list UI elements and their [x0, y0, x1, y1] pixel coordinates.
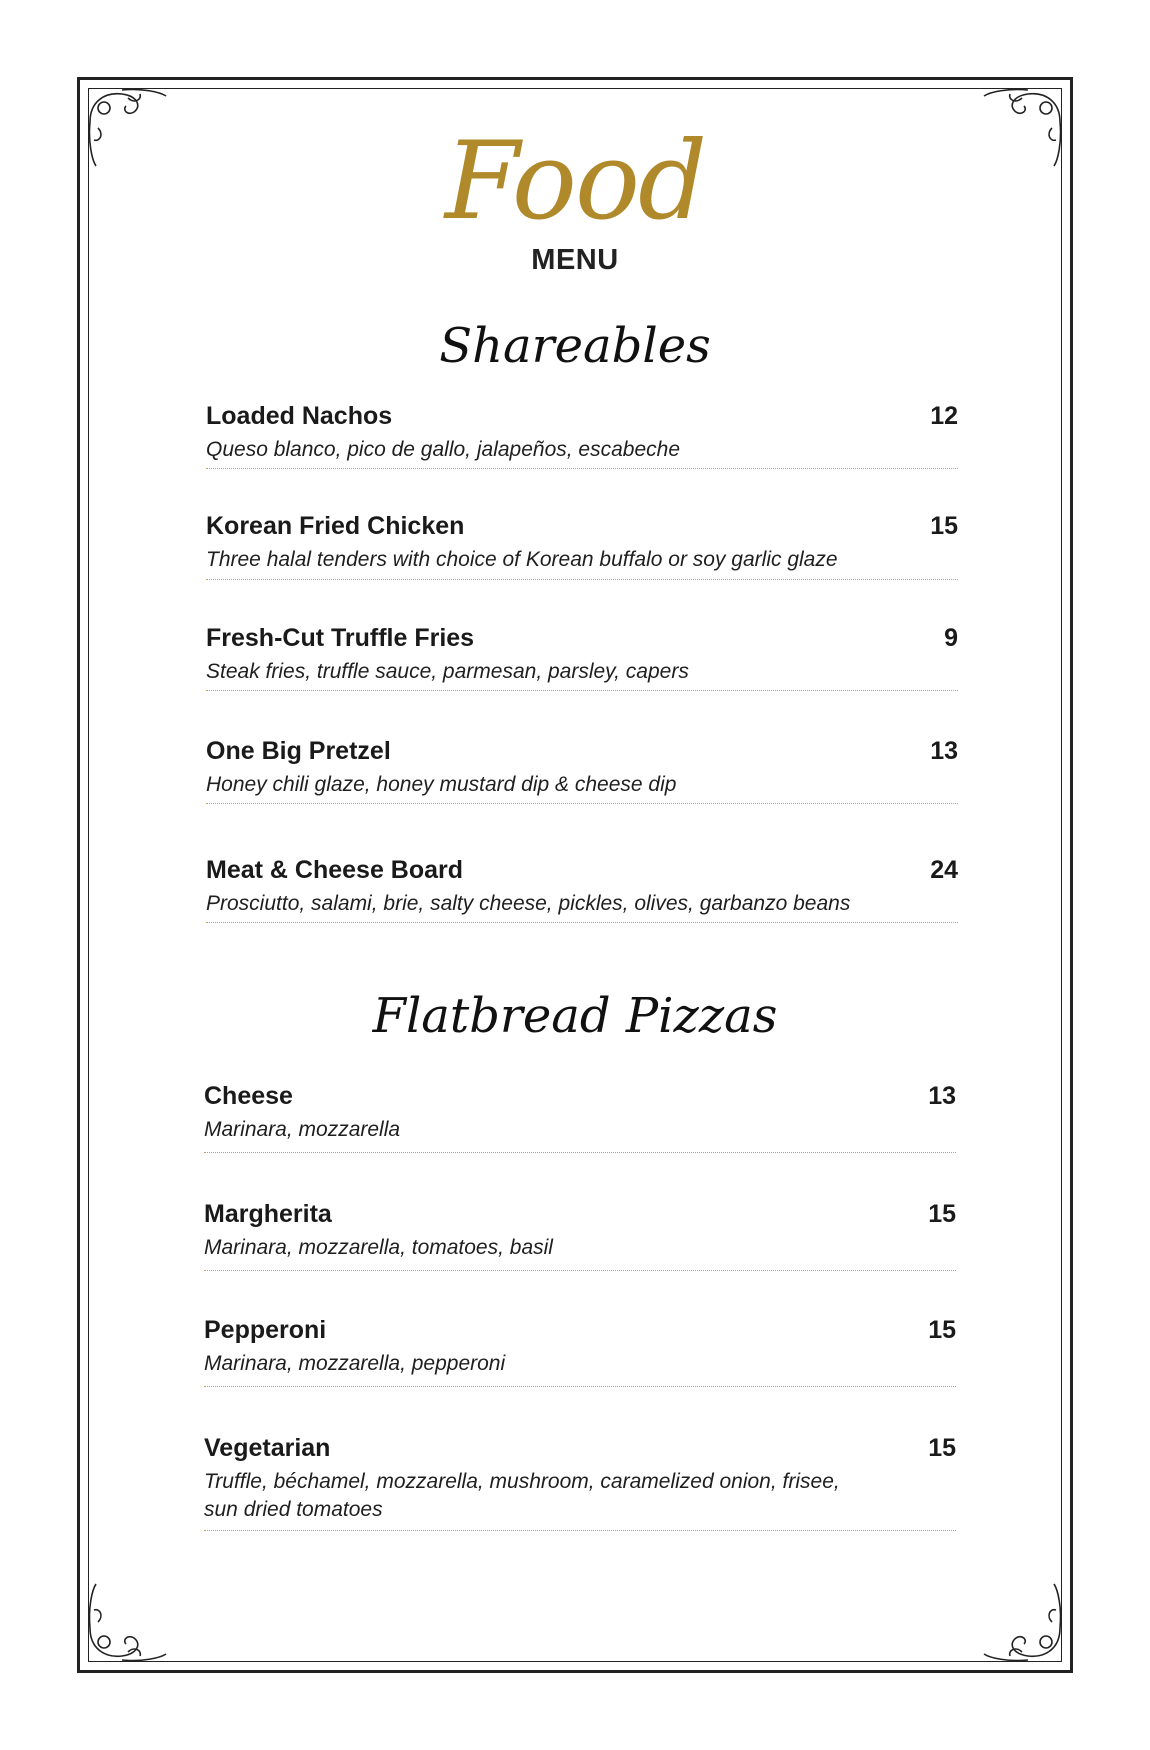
item-price: 12 [930, 402, 958, 430]
item-name: Loaded Nachos [206, 402, 393, 430]
item-name: Cheese [204, 1082, 293, 1110]
item-description: Steak fries, truffle sauce, parmesan, parsley, capers [206, 660, 689, 683]
item-description: Marinara, mozzarella, pepperoni [204, 1352, 506, 1375]
item-divider [204, 1530, 956, 1531]
item-name: Pepperoni [204, 1316, 327, 1344]
item-price: 15 [928, 1434, 956, 1462]
corner-ornament-icon [82, 1578, 172, 1668]
corner-ornament-icon [978, 1578, 1068, 1668]
item-name: One Big Pretzel [206, 737, 391, 765]
item-description: Queso blanco, pico de gallo, jalapeños, escabeche [206, 438, 680, 461]
item-divider [204, 1270, 956, 1271]
item-divider [206, 579, 958, 580]
item-name: Meat & Cheese Board [206, 856, 464, 884]
item-name: Fresh-Cut Truffle Fries [206, 624, 475, 652]
item-divider [206, 922, 958, 923]
item-price: 15 [928, 1316, 956, 1344]
item-divider [206, 468, 958, 469]
item-divider [206, 690, 958, 691]
item-name: Margherita [204, 1200, 332, 1228]
item-description: Truffle, béchamel, mozzarella, mushroom, caramelized onion, frisee, sun dried tomatoes [204, 1470, 840, 1521]
section-title-flatbread-pizzas: Flatbread Pizzas [372, 988, 778, 1044]
item-name: Vegetarian [204, 1434, 331, 1462]
item-divider [204, 1386, 956, 1387]
item-divider [206, 803, 958, 804]
item-description: Marinara, mozzarella, tomatoes, basil [204, 1236, 553, 1259]
item-price: 13 [930, 737, 958, 765]
item-description: Prosciutto, salami, brie, salty cheese, pickles, olives, garbanzo beans [206, 892, 851, 915]
item-price: 9 [944, 624, 958, 652]
menu-title-sub: MENU [531, 244, 619, 276]
item-price: 15 [930, 512, 958, 540]
item-price: 13 [928, 1082, 956, 1110]
item-name: Korean Fried Chicken [206, 512, 465, 540]
item-description: Honey chili glaze, honey mustard dip & cheese dip [206, 773, 677, 796]
item-description: Marinara, mozzarella [204, 1118, 401, 1141]
item-price: 24 [930, 856, 958, 884]
item-price: 15 [928, 1200, 956, 1228]
section-title-shareables: Shareables [439, 318, 711, 374]
item-divider [204, 1152, 956, 1153]
item-description: Three halal tenders with choice of Korean buffalo or soy garlic glaze [206, 548, 838, 571]
menu-title-script: Food [444, 119, 706, 244]
